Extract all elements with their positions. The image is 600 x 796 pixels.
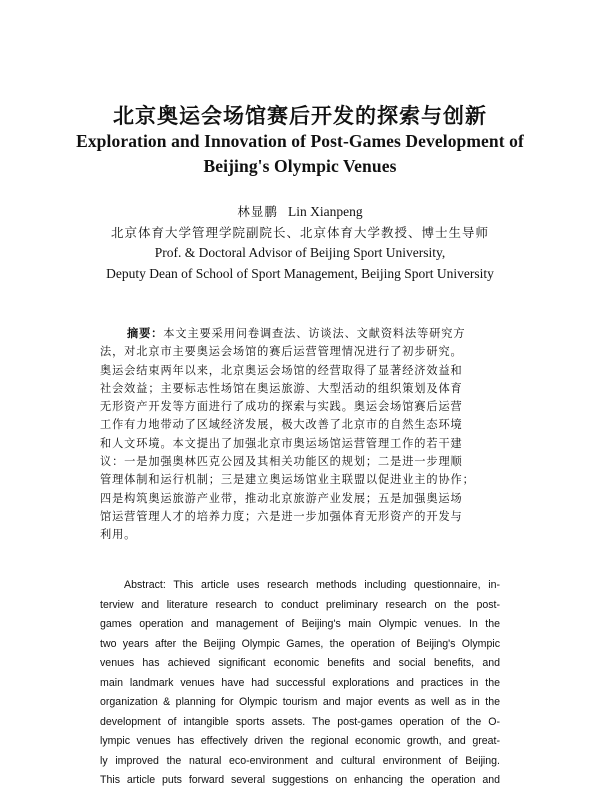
title-chinese: 北京奥运会场馆赛后开发的探索与创新 bbox=[113, 103, 487, 128]
title-english-line2: Beijing's Olympic Venues bbox=[203, 156, 397, 176]
abstract-cn-line: 利用。 bbox=[100, 528, 137, 542]
abstract-en-line: ly improved the natural eco-environment and cultural environment of Beijing. bbox=[100, 754, 500, 767]
author-title-line: Prof. & Doctoral Advisor of Beijing Sport University, bbox=[154, 245, 446, 260]
author-position-line: Deputy Dean of School of Sport Management, Beijing Sport University bbox=[106, 266, 494, 281]
abstract-en-line: lympic venues has effectively driven the regional economic growth, and great- bbox=[100, 735, 500, 747]
author-affiliation-cn: 北京体育大学管理学院副院长、北京体育大学教授、博士生导师 bbox=[110, 225, 489, 240]
abstract-en-line: two years after the Beijing Olympic Games, the operation of Beijing's Olympic bbox=[100, 637, 500, 650]
author-name-cn: 林显鹏 bbox=[237, 204, 278, 219]
abstract-en-line: This article puts forward several suggestions on enhancing the operation and bbox=[100, 774, 500, 786]
abstract-cn-line: 管理体制和运行机制；三是建立奥运场馆业主联盟以促进业主的协作； bbox=[100, 473, 475, 487]
abstract-cn-label: 摘要： bbox=[127, 327, 164, 340]
author-affiliation-line bbox=[0, 223, 600, 241]
abstract-cn-line: 无形资产开发等方面进行了成功的探索与实践。奥运会场馆赛后运营 bbox=[100, 400, 463, 414]
author-name-en: Lin Xianpeng bbox=[288, 204, 363, 219]
abstract-cn-line: 摘要：本文主要采用问卷调查法、访谈法、文献资料法等研究方 bbox=[127, 327, 466, 340]
abstract-en-line: games operation and management of Beijing's main Olympic venues. In the bbox=[100, 618, 500, 630]
abstract-cn-line: 工作有力地带动了区域经济发展，极大改善了北京市的自然生态环境 bbox=[100, 418, 463, 432]
abstract-en-line: terview and literature research to conduct preliminary research on the post- bbox=[100, 598, 500, 611]
abstract-cn-line: 四是构筑奥运旅游产业带，推动北京旅游产业发展；五是加强奥运场 bbox=[100, 491, 463, 505]
title-english-line1: Exploration and Innovation of Post-Games Development of bbox=[76, 131, 524, 151]
author-line bbox=[0, 202, 600, 220]
abstract-cn-line: 议：一是加强奥林匹克公园及其相关功能区的规划；二是进一步理顺 bbox=[100, 455, 463, 469]
abstract-cn-line: 和人文环境。本文提出了加强北京市奥运场馆运营管理工作的若干建 bbox=[100, 436, 463, 450]
abstract-en-line: main landmark venues have had successful explorations and practices in the bbox=[100, 676, 500, 689]
abstract-chinese bbox=[100, 325, 500, 545]
abstract-en-line: organization & planning for Olympic tourism and major events as well as in the bbox=[100, 696, 500, 708]
abstract-en-line: development of intangible sports assets. The post-games operation of the O- bbox=[100, 715, 500, 728]
abstract-cn-line: 奥运会结束两年以来，北京奥运会场馆的经营取得了显著经济效益和 bbox=[100, 363, 463, 377]
abstract-en-line: venues has achieved significant economic benefits and social benefits, and bbox=[100, 657, 500, 669]
abstract-cn-line: 馆运营管理人才的培养力度；六是进一步加强体育无形资产的开发与 bbox=[100, 509, 463, 523]
abstract-english bbox=[100, 576, 500, 791]
abstract-cn-line: 法，对北京市主要奥运会场馆的赛后运营管理情况进行了初步研究。 bbox=[100, 345, 463, 359]
abstract-cn-line: 社会效益；主要标志性场馆在奥运旅游、大型活动的组织策划及体育 bbox=[100, 381, 463, 395]
abstract-en-line: Abstract: This article uses research methods including questionnaire, in- bbox=[124, 579, 500, 591]
